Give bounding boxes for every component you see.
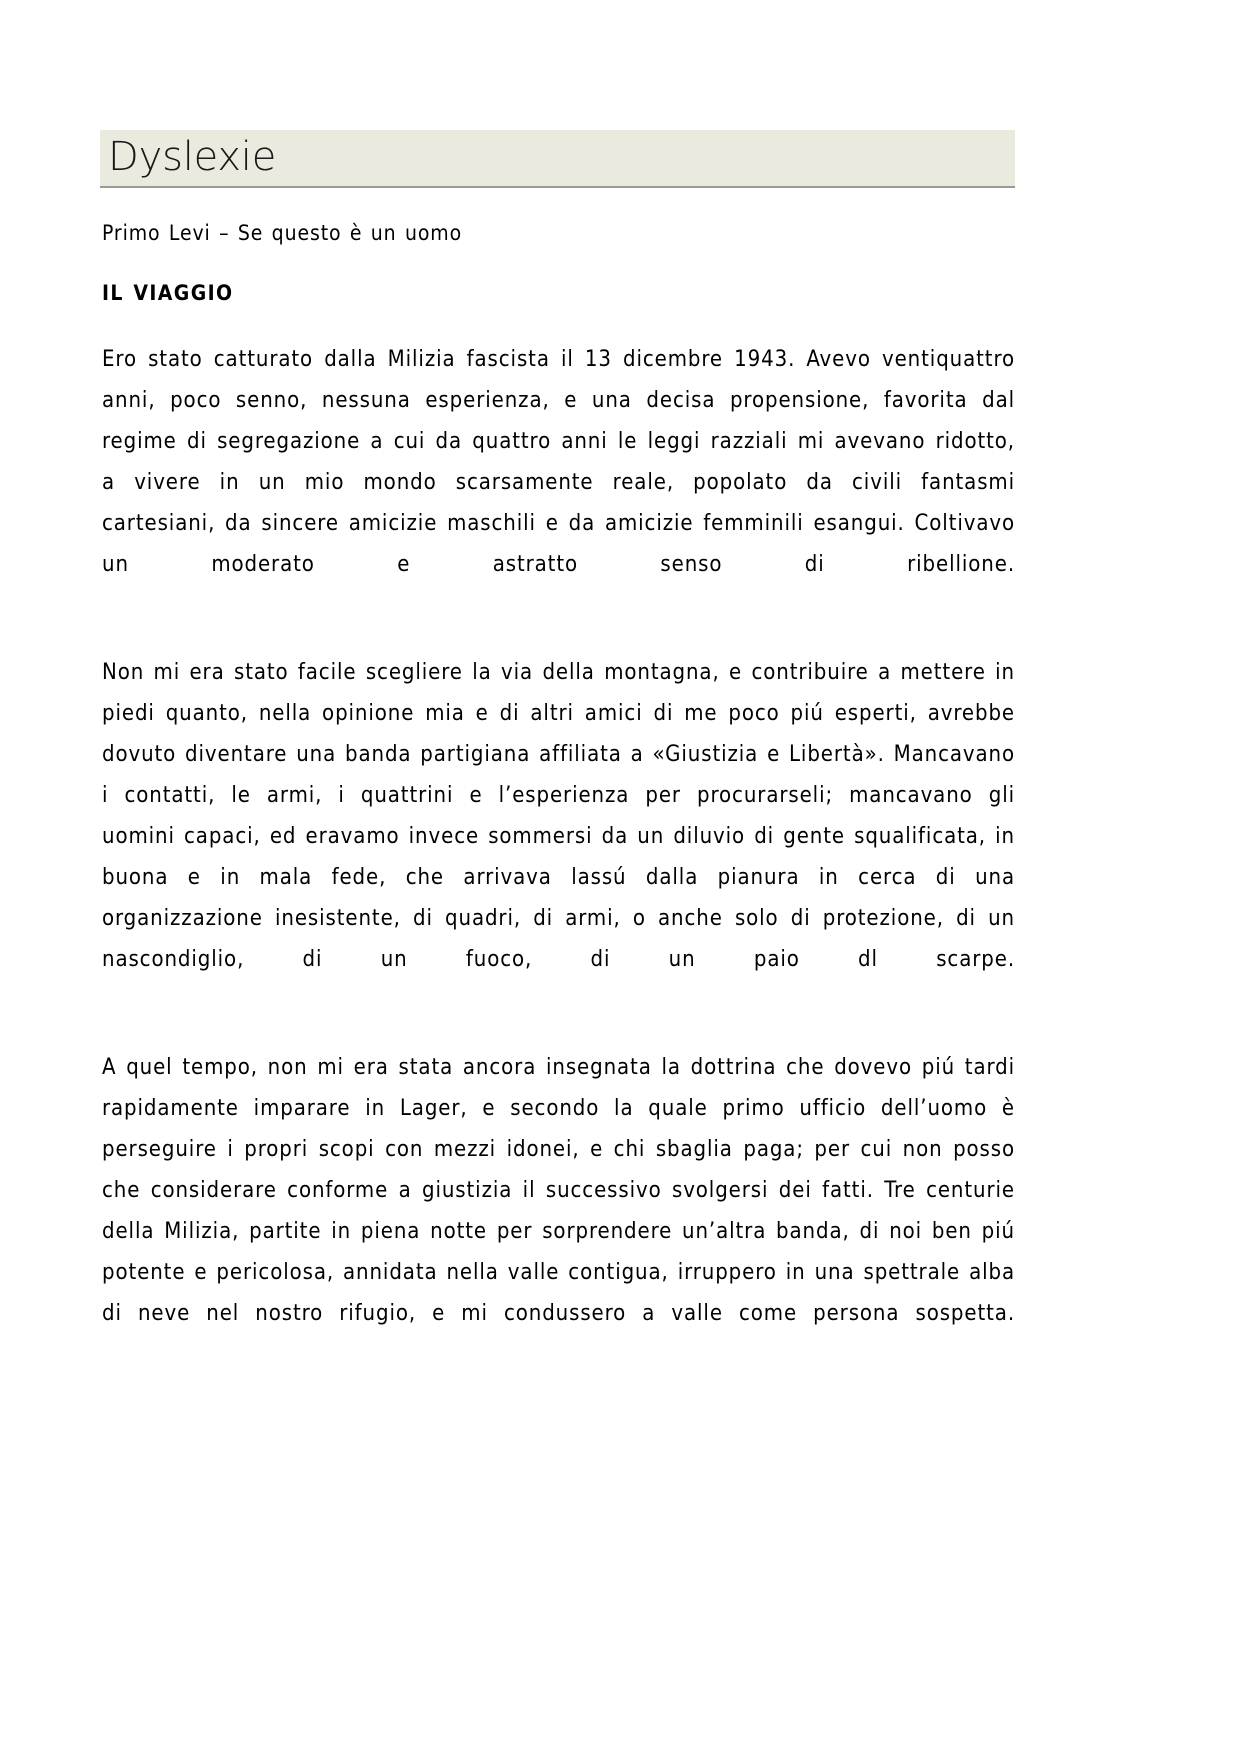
- body-paragraph: A quel tempo, non mi era stata ancora insegnata la dottrina che dovevo piú tardi rapidamente imparare in Lager, e secondo la quale primo ufficio dell’uomo è perseguire i propri scopi con mezzi idonei, e chi sbaglia paga; per cui non posso che considerare conforme a giustizia il successivo svolgersi dei fatti. Tre centurie della Milizia, partite in piena notte per sorprendere un’altra banda, di noi ben piú potente e pericolosa, annidata nella valle contigua, irruppero in una spettrale alba di neve nel nostro rifugio, e mi condussero a valle come persona sospetta.: [102, 1055, 1015, 1326]
- section-heading: IL VIAGGIO: [102, 280, 234, 305]
- document-content: [100, 130, 1015, 1375]
- document-byline: Primo Levi – Se questo è un uomo: [102, 221, 463, 245]
- document-header-band: [100, 130, 1015, 188]
- body-paragraph: Ero stato catturato dalla Milizia fascista il 13 dicembre 1943. Avevo ventiquattro anni, poco senno, nessuna esperienza, e una decisa propensione, favorita dal regime di segregazione a cui da quattro anni le leggi razziali mi avevano ridotto, a vivere in un mio mondo scarsamente reale, popolato da civili fantasmi cartesiani, da sincere amicizie maschili e da amicizie femminili esangui. Coltivavo un moderato e astratto senso di ribellione.: [102, 347, 1015, 577]
- page-title: Dyslexie: [108, 134, 277, 180]
- body-paragraph: Non mi era stato facile scegliere la via della montagna, e contribuire a mettere in piedi quanto, nella opinione mia e di altri amici di me poco piú esperti, avrebbe dovuto diventare una banda partigiana affiliata a «Giustizia e Libertà». Mancavano i contatti, le armi, i quattrini e l’esperienza per procurarseli; mancavano gli uomini capaci, ed eravamo invece sommersi da un diluvio di gente squalificata, in buona e in mala fede, che arrivava lassú dalla pianura in cerca di una organizzazione inesistente, di quadri, di armi, o anche solo di protezione, di un nascondiglio, di un fuoco, di un paio dl scarpe.: [102, 660, 1015, 972]
